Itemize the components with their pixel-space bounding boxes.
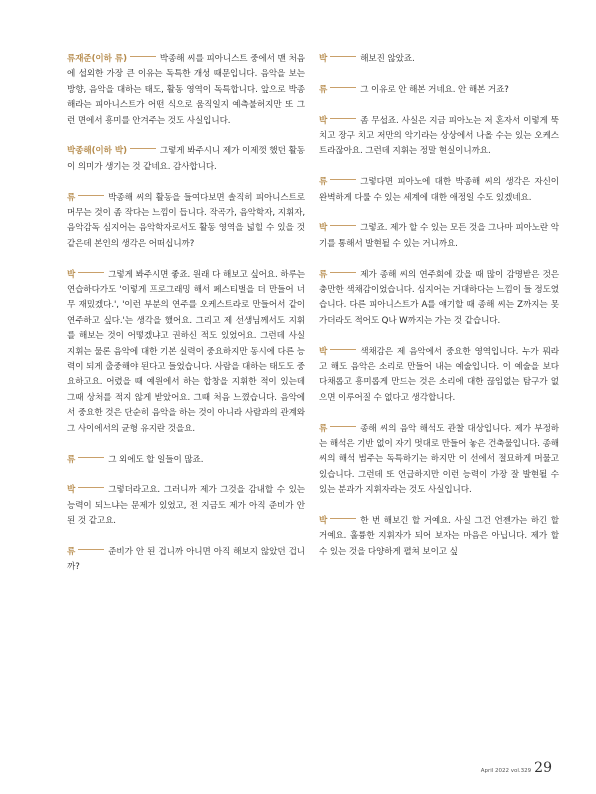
interview-paragraph [319,345,559,407]
speaker-rule [78,272,104,273]
speaker-label: 류 [319,423,328,434]
speaker-label: 류 [319,269,328,280]
page-footer [481,760,552,776]
interview-paragraph [67,483,305,529]
paragraph-text: 그렇다면 피아노에 대한 박종해 씨의 생각은 자신이 완벽하게 다룰 수 있는 세계에 대한 애정일 수도 있겠네요. [319,177,559,203]
speaker-label: 박 [319,54,328,64]
right-column [319,52,559,576]
interview-paragraph [67,191,305,253]
paragraph-text: 그렇게 봐주시면 좋죠. 원래 다 해보고 싶어요. 하루는 연습하다가도 '이렇게 프로그래밍 해서 페스티벌을 더 만들어 너무 재밌겠다.', '이런 부분의 연주를 오케스트라로 만들어서 같이 연주하고 싶다.'는 생각을 했어요. 그리고 제 선생님께서도 지휘를 해보는 것이 어떻겠냐고 권하신 적도 있었어요. 그런데 사실 지휘는 물론 음악에 대한 기본 실력이 중요하지만 동시에 다른 능력이 되게 출중해야 된다고 들었습니다. 사람을 대하는 태도도 중요하고요. 어렸을 때 예원에서 하는 합창을 지휘한 적이 있는데 그때 상처를 적지 않게 받았어요. 그때 처음 느꼈습니다. 음악에서 중요한 것은 단순히 음악을 하는 것이 아니라 사람과의 관계와 그 사이에서의 균형 유지란 것을요. [67,269,305,434]
paragraph-text: 종해 씨의 음악 해석도 관찰 대상입니다. 제가 부정하는 해석은 기반 없이 자기 멋대로 만들어 놓은 건축물입니다. 종해 씨의 해석 범주는 독특하기는 하지만 이 선에서 절묘하게 머물고 있습니다. 그런데 또 언급하지만 이런 능력이 가장 잘 발현될 수 있는 분과가 지휘자라는 것도 사실입니다. [319,423,559,496]
speaker-rule [330,426,356,427]
speaker-label: 류 [319,177,328,188]
speaker-rule [130,56,156,57]
speaker-rule [330,56,356,57]
speaker-rule [330,518,356,519]
paragraph-text: 그렇게 봐주시니 제가 이제껏 했던 활동이 의미가 생기는 것 같네요. 감사합니다. [67,146,305,172]
speaker-rule [330,179,356,180]
paragraph-text: 그 외에도 할 일들이 많죠. [108,454,204,465]
speaker-label: 류 [319,84,328,95]
paragraph-text: 박종해 씨를 피아니스트 중에서 맨 처음에 섭외한 가장 큰 이유는 독특한 개성 때문입니다. 음악을 보는 방향, 음악을 대하는 태도, 활동 영역이 독특합니다. 앞으로 박종해라는 피아니스트가 어떤 식으로 움직일지 예측불허지만 또 그런 면에서 흥미를 안겨주는 것도 사실입니다. [67,54,305,126]
speaker-rule [330,118,356,119]
speaker-rule [330,272,356,273]
speaker-rule [78,457,104,458]
paragraph-text: 좀 무섭죠. 사실은 지금 피아노는 저 혼자서 이렇게 뚝 치고 장구 치고 저만의 악기라는 상상에서 나올 수는 있는 오케스트라잖아요. 그런데 지휘는 정말 현실이니까요. [319,115,559,157]
speaker-rule [78,487,104,488]
paragraph-text: 색채감은 제 음악에서 중요한 영역입니다. 누가 뭐라고 해도 음악은 소리로 만들어 내는 예술입니다. 이 예술을 보다 다채롭고 흥미롭게 만드는 것은 소리에 대한 끊임없는 탐구가 없으면 이루어질 수 없다고 생각합니다. [319,346,559,403]
interview-paragraph [319,83,559,98]
speaker-rule [78,549,104,550]
speaker-label: 박 [67,269,76,280]
interview-paragraph [319,114,559,160]
page-number: 29 [534,760,552,776]
interview-paragraph [319,422,559,499]
paragraph-text: 준비가 안 된 겁니까 아니면 아직 해보지 않았던 겁니까? [67,546,305,573]
speaker-label: 박 [319,115,328,126]
interview-paragraph [319,221,559,252]
interview-paragraph [319,175,559,206]
speaker-rule [130,148,156,149]
paragraph-text: 제가 종해 씨의 연주회에 갔을 때 많이 감명받은 것은 충만한 색채감이었습니다. 심지어는 거대하다는 느낌이 들 정도였습니다. 다른 피아니스트가 A를 얘기할 때 종해 씨는 Z까지는 못 가더라도 적어도 Q나 W까지는 가는 것 같습니다. [319,269,559,326]
interview-paragraph [319,52,559,67]
issue-label: April 2022 vol.329 [480,768,532,774]
paragraph-text: 그렇죠. 제가 할 수 있는 모든 것을 그나마 피아노란 악기를 통해서 발현될 수 있는 거니까요. [319,223,559,249]
speaker-label: 류 [67,454,76,465]
speaker-label: 박 [319,223,328,234]
speaker-rule [330,87,356,88]
speaker-label: 박종해(이하 박) [67,146,127,157]
interview-paragraph [67,545,305,576]
speaker-label: 박 [319,346,328,357]
interview-paragraph [67,52,305,129]
speaker-rule [330,349,356,350]
left-column [67,52,305,591]
speaker-label: 류 [67,546,76,557]
paragraph-text: 한 번 해보긴 할 거예요. 사실 그건 언젠가는 하긴 할 거예요. 훌륭한 지휘자가 되어 보자는 마음은 아닙니다. 제가 할 수 있는 것을 다양하게 펼쳐 보이고 싶 [319,516,559,557]
speaker-label: 류재준(이하 류) [67,54,127,64]
speaker-label: 박 [319,516,328,527]
interview-paragraph [319,514,559,560]
paragraph-text: 그 이유로 안 해본 거네요. 안 해본 거죠? [360,84,509,95]
paragraph-text: 해보진 않았죠. [360,54,415,64]
interview-paragraph [67,144,305,175]
paragraph-text: 그렇더라고요. 그러니까 제가 그것을 감내할 수 있는 능력이 되느냐는 문제가 있었고, 전 지금도 제가 아직 준비가 안 된 것 같고요. [67,485,305,527]
speaker-rule [330,225,356,226]
speaker-label: 박 [67,485,76,496]
interview-paragraph [67,268,305,437]
paragraph-text: 박종해 씨의 활동을 들여다보면 솔직히 피아니스트로 머무는 것이 좀 작다는 느낌이 듭니다. 작곡가, 음악학자, 지휘자, 음악감독 심지어는 음악학자로서도 활동 영역을 넓힐 수 있을 것 같은데 본인의 생각은 어떠십니까? [67,192,305,249]
interview-paragraph [67,453,305,468]
speaker-rule [78,195,104,196]
speaker-label: 류 [67,192,76,203]
interview-paragraph [319,268,559,330]
